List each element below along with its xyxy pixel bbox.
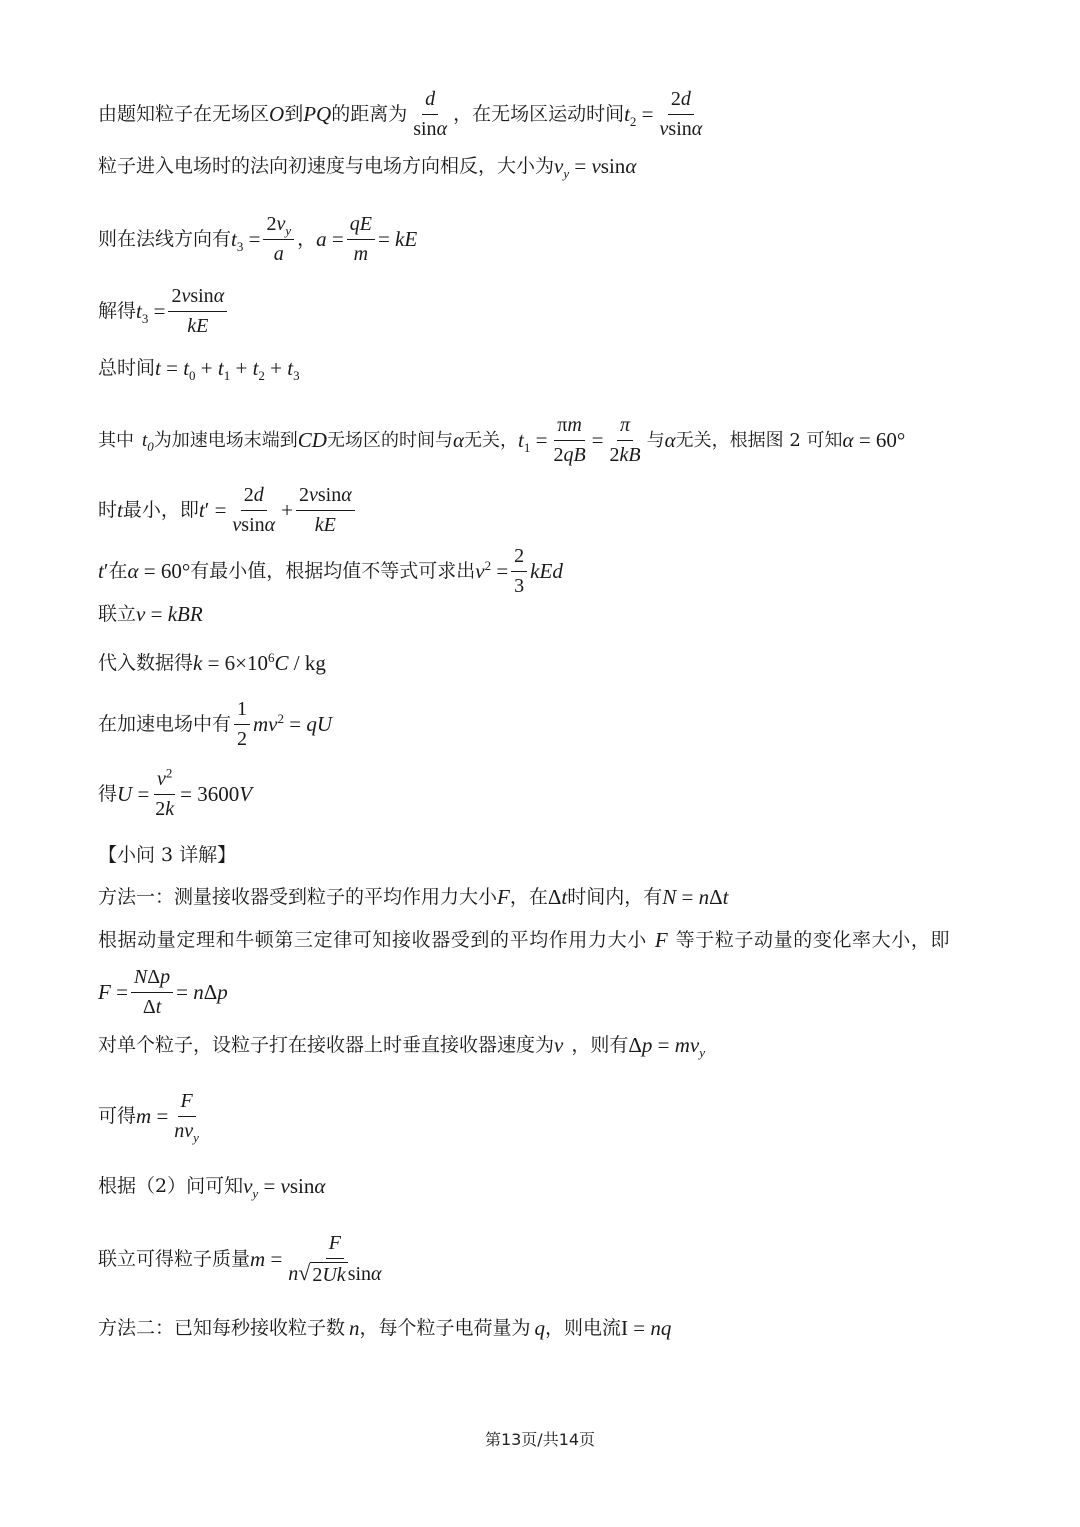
text: 无关， (464, 429, 518, 451)
formula-kEd: kEd (530, 559, 563, 583)
fraction-F-over-nvy: $\frac{F}{nv_y}$ (174, 1090, 199, 1145)
text: 时间内，有 (567, 886, 663, 908)
line-method-one (98, 887, 1020, 908)
symbol-CD: CD (297, 428, 327, 452)
line-solve-t3 (98, 285, 1020, 338)
text: ， (297, 228, 317, 250)
text: 解得 (98, 300, 137, 322)
line-particle-mass (98, 1232, 1020, 1287)
text: 无关，根据图 2 可知 (675, 429, 843, 451)
text: 最小，即 (122, 499, 199, 521)
fraction-qE-over-m: $\frac{qE}{m}$ (347, 213, 375, 266)
fraction-2vsin-over-kE: $\frac{2vsin\alpha}{kE}$ (296, 484, 355, 537)
line-minimum-time: 时 t 最小，即 t′ = $\frac{2d}{vsin\alpha}$ + $\frac{2vsin\alpha}{kE}$ (98, 484, 1020, 537)
line-normal-direction (98, 213, 1020, 266)
formula-dp: $\Delta p = mv_y$ (628, 1033, 705, 1061)
line-normal-velocity (98, 154, 1020, 182)
text: 根据动量定理和牛顿第三定律可知接收器受到的平均作用力大小 (98, 929, 647, 951)
line-total-time (98, 356, 1020, 384)
fraction-1-over-2: $\frac{1}{2}$ (234, 698, 250, 751)
symbol-t-prime: t′ (98, 559, 109, 583)
text: ，在无场区运动时间 (453, 103, 625, 125)
text: 可得 (98, 1105, 137, 1127)
symbol-t0: $t_0$ (142, 430, 154, 454)
formula-I: I = nq (621, 1316, 672, 1340)
formula-alpha-60: α = 60° (127, 559, 191, 583)
fraction-2vsin-over-kE: $\frac{2vsin\alpha}{kE}$ (168, 285, 227, 338)
symbol-q: q (534, 1316, 546, 1340)
text: 有最小值，根据均值不等式可求出 (190, 560, 476, 582)
fraction-2d-over-vsin: $\frac{2d}{vsin\alpha}$ (232, 484, 276, 536)
text: 时 (98, 499, 118, 521)
text: 粒子进入电场时的法向初速度与电场方向相反，大小为 (98, 155, 555, 177)
text: 【小问 3 详解】 (98, 844, 237, 866)
text: 为加速电场末端到 (153, 429, 298, 451)
formula-U: U = (117, 782, 150, 806)
section-heading-q3 (98, 846, 1020, 865)
text: 等于粒子动量的变化率大小，即 (675, 929, 951, 951)
text: 联立可得粒子质量 (98, 1248, 251, 1270)
symbol-PQ: PQ (303, 102, 332, 126)
line-U-value (98, 765, 1020, 821)
symbol-alpha: α (452, 428, 464, 452)
line-t0-t1: 其中 $t_0$ 为加速电场末端到 CD 无场区的时间与 α 无关， $t_1$ = $\frac{\pi m}{2qB}$ = $\frac{\pi}{2kB}$ 与 α 无关，根据图 2 可知 α = 60° (98, 414, 906, 466)
text: 总时间 (98, 357, 156, 379)
formula-F: F = (98, 980, 128, 1004)
line-F-formula (98, 966, 1020, 1019)
text: 的距离为 (331, 103, 408, 125)
formula-t3: $t_3$ = (136, 299, 166, 327)
formula-3600V: = 3600V (180, 782, 253, 806)
text: 在 (108, 560, 128, 582)
text: 方法二：已知每秒接收粒子数 (98, 1317, 346, 1339)
symbol-n: n (349, 1316, 360, 1340)
line-vy-from-q2 (98, 1174, 1020, 1202)
text: 根据（2）问可知 (98, 1175, 244, 1197)
text: 与 (646, 429, 665, 451)
symbol-alpha: α (664, 428, 676, 452)
fraction-2vy-over-a: $\frac{2v_y}{a}$ (263, 213, 294, 266)
text: 则在法线方向有 (98, 228, 232, 250)
text: 代入数据得 (98, 652, 194, 674)
fraction-2-over-3: $\frac{2}{3}$ (511, 545, 527, 598)
formula-a: a = (316, 227, 344, 251)
fraction-Ndp-over-dt: $\frac{\text{NΔp}}{\Delta t}$ (131, 966, 173, 1019)
symbol-delta-t: Δt (547, 885, 568, 909)
fraction-mass-result: F n √ 2Uk sinα (288, 1232, 382, 1286)
line-momentum-theorem (98, 930, 1020, 951)
fraction-2d-over-vsin: $\frac{2d}{vsin\alpha}$ (659, 88, 703, 140)
formula-n-dp: = nΔp (176, 980, 228, 1004)
formula-t-prime: t′ = (198, 498, 227, 522)
line-k-value (98, 650, 1020, 675)
symbol-F: F (497, 885, 510, 909)
fraction-d-over-sin-alpha: $\frac{d}{\sin\alpha}$ (413, 88, 448, 140)
line-distance-and-time (98, 88, 1020, 141)
text: ，则电流 (545, 1317, 622, 1339)
formula-energy: $mv^2$ = qU (253, 711, 333, 736)
text: 无场区的时间与 (326, 429, 453, 451)
formula-kE: = kE (377, 227, 418, 251)
text: 其中 (98, 429, 134, 451)
symbol-O: O (269, 102, 285, 126)
fraction-pi-over-2kB: $\frac{\pi}{2kB}$ (609, 414, 641, 466)
text: 方法一：测量接收器受到粒子的平均作用力大小 (98, 886, 498, 908)
line-method-two (98, 1318, 1020, 1339)
formula-v-squared: $v^2$ = (475, 558, 509, 583)
text: 得 (98, 783, 118, 805)
text: ，每个粒子电荷量为 (359, 1317, 531, 1339)
formula-m: m = (136, 1104, 169, 1128)
formula-m: m = (250, 1247, 283, 1271)
page-number: 第13页/共14页 (484, 1430, 596, 1449)
formula-total-time: $t = t_0 + t_1 + t_2 + t_3$ (155, 356, 300, 384)
symbol-v: v (554, 1033, 564, 1057)
text: ，在 (509, 886, 548, 908)
line-min-value (98, 545, 1020, 598)
fraction-v2-over-2k: $\frac{v^2}{2k}$ (155, 765, 175, 820)
symbol-F: F (654, 928, 668, 952)
text: 对单个粒子，设粒子打在接收器上时垂直接收器速度为 (98, 1034, 555, 1056)
formula-k-value: $k = 6\times 10^6C$ / kg (193, 650, 326, 675)
formula-v-kBR: v = kBR (136, 602, 203, 626)
formula-t2: $t_2$ = (624, 102, 654, 130)
text: 由题知粒子在无场区 (98, 103, 270, 125)
line-v-kBR (98, 604, 1020, 625)
formula-N: N = nΔt (662, 885, 729, 909)
line-single-particle (98, 1033, 1020, 1061)
text: ，则有 (571, 1034, 629, 1056)
formula-t3: $t_3$ = (231, 227, 261, 255)
formula-t1: $t_1$ = (518, 428, 548, 456)
text: 到 (284, 103, 304, 125)
text: 联立 (98, 603, 137, 625)
text: 在加速电场中有 (98, 713, 232, 735)
line-accel-field (98, 698, 1020, 751)
line-m-formula (98, 1090, 1020, 1143)
formula-vy: $v_y = vsin\alpha$ (243, 1174, 326, 1202)
symbol-t: t (117, 498, 123, 522)
formula-alpha-60: α = 60° (842, 428, 906, 452)
formula-vy: $v_y = vsin\alpha$ (554, 154, 637, 182)
fraction-pim-over-2qB: $\frac{\pi m}{2qB}$ (553, 414, 586, 466)
